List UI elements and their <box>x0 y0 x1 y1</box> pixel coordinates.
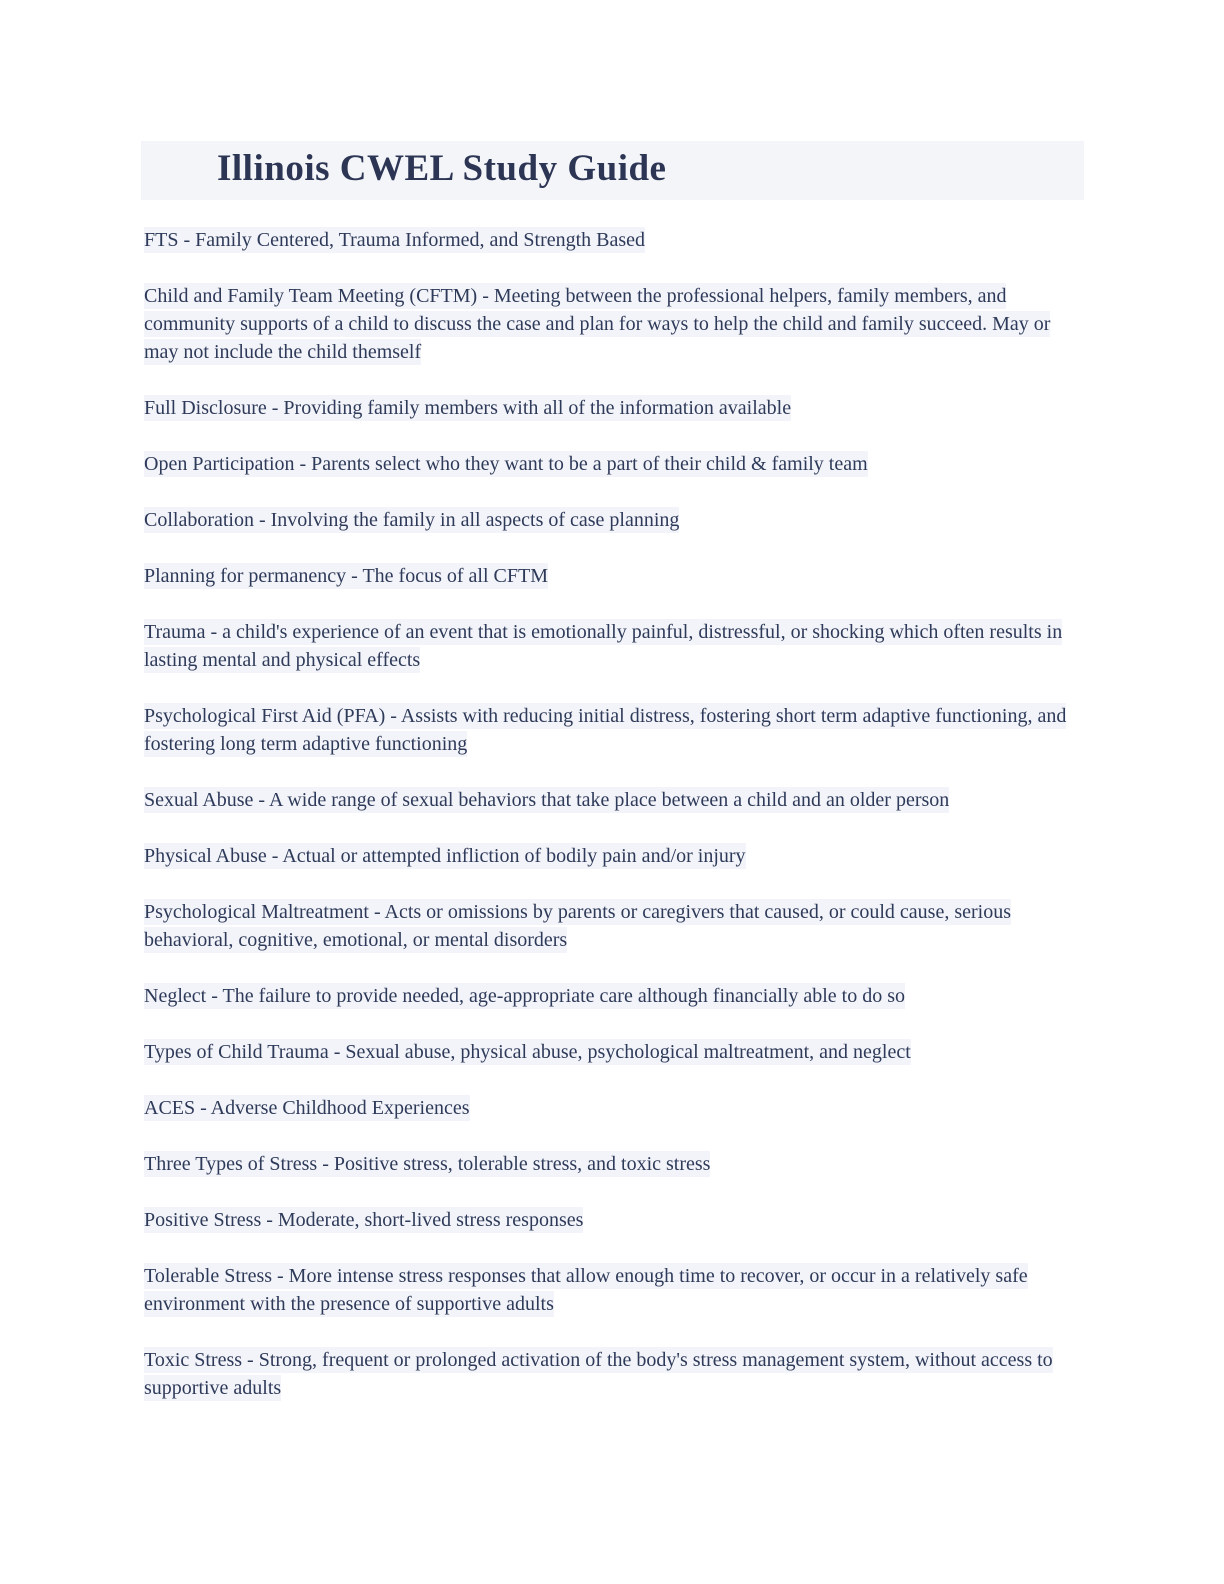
entry-full-disclosure <box>144 394 1080 422</box>
entry-sexual-abuse-text: Sexual Abuse - A wide range of sexual behaviors that take place between a child and an older person <box>144 788 950 811</box>
entry-open-participation-text: Open Participation - Parents select who they want to be a part of their child & family team <box>144 452 868 475</box>
entry-physical-abuse-text: Physical Abuse - Actual or attempted infliction of bodily pain and/or injury <box>144 844 746 867</box>
entry-psychological-maltreatment-text: Psychological Maltreatment - Acts or omissions by parents or caregivers that caused, or could cause, serious behavioral, cognitive, emotional, or mental disorders <box>144 900 1011 951</box>
entry-cftm <box>144 282 1080 366</box>
entry-aces <box>144 1094 1080 1122</box>
glossary-list <box>144 226 1080 1402</box>
entry-tolerable-stress <box>144 1262 1080 1318</box>
entry-three-types-of-stress <box>144 1150 1080 1178</box>
entry-planning-for-permanency-text: Planning for permanency - The focus of all CFTM <box>144 564 548 587</box>
entry-planning-for-permanency <box>144 562 1080 590</box>
entry-positive-stress-text: Positive Stress - Moderate, short-lived stress responses <box>144 1208 584 1231</box>
entry-aces-text: ACES - Adverse Childhood Experiences <box>144 1096 470 1119</box>
entry-trauma-text: Trauma - a child's experience of an event that is emotionally painful, distressful, or shocking which often results in lasting mental and physical effects <box>144 620 1063 671</box>
entry-cftm-text: Child and Family Team Meeting (CFTM) - Meeting between the professional helpers, family members, and community supports of a child to discuss the case and plan for ways to help the child and family succeed. May or may not include the child themself <box>144 284 1051 363</box>
entry-trauma <box>144 618 1080 674</box>
entry-full-disclosure-text: Full Disclosure - Providing family members with all of the information available <box>144 396 792 419</box>
entry-types-of-child-trauma-text: Types of Child Trauma - Sexual abuse, physical abuse, psychological maltreatment, and neglect <box>144 1040 911 1063</box>
entry-fts-text: FTS - Family Centered, Trauma Informed, and Strength Based <box>144 228 646 251</box>
entry-collaboration-text: Collaboration - Involving the family in all aspects of case planning <box>144 508 680 531</box>
entry-psychological-first-aid-text: Psychological First Aid (PFA) - Assists with reducing initial distress, fostering short term adaptive functioning, and fostering long term adaptive functioning <box>144 704 1067 755</box>
entry-neglect-text: Neglect - The failure to provide needed, age-appropriate care although financially able to do so <box>144 984 905 1007</box>
entry-psychological-first-aid <box>144 702 1080 758</box>
entry-physical-abuse <box>144 842 1080 870</box>
entry-psychological-maltreatment <box>144 898 1080 954</box>
entry-fts <box>144 226 1080 254</box>
entry-types-of-child-trauma <box>144 1038 1080 1066</box>
entry-toxic-stress <box>144 1346 1080 1402</box>
entry-collaboration <box>144 506 1080 534</box>
entry-open-participation <box>144 450 1080 478</box>
entry-toxic-stress-text: Toxic Stress - Strong, frequent or prolonged activation of the body's stress management system, without access to supportive adults <box>144 1348 1053 1399</box>
document-title: Illinois CWEL Study Guide <box>217 148 667 189</box>
document-page <box>0 141 1224 1430</box>
entry-positive-stress <box>144 1206 1080 1234</box>
entry-three-types-of-stress-text: Three Types of Stress - Positive stress, tolerable stress, and toxic stress <box>144 1152 711 1175</box>
entry-tolerable-stress-text: Tolerable Stress - More intense stress responses that allow enough time to recover, or occur in a relatively safe environment with the presence of supportive adults <box>144 1264 1028 1315</box>
entry-sexual-abuse <box>144 786 1080 814</box>
document-title-band <box>141 141 1084 200</box>
entry-neglect <box>144 982 1080 1010</box>
